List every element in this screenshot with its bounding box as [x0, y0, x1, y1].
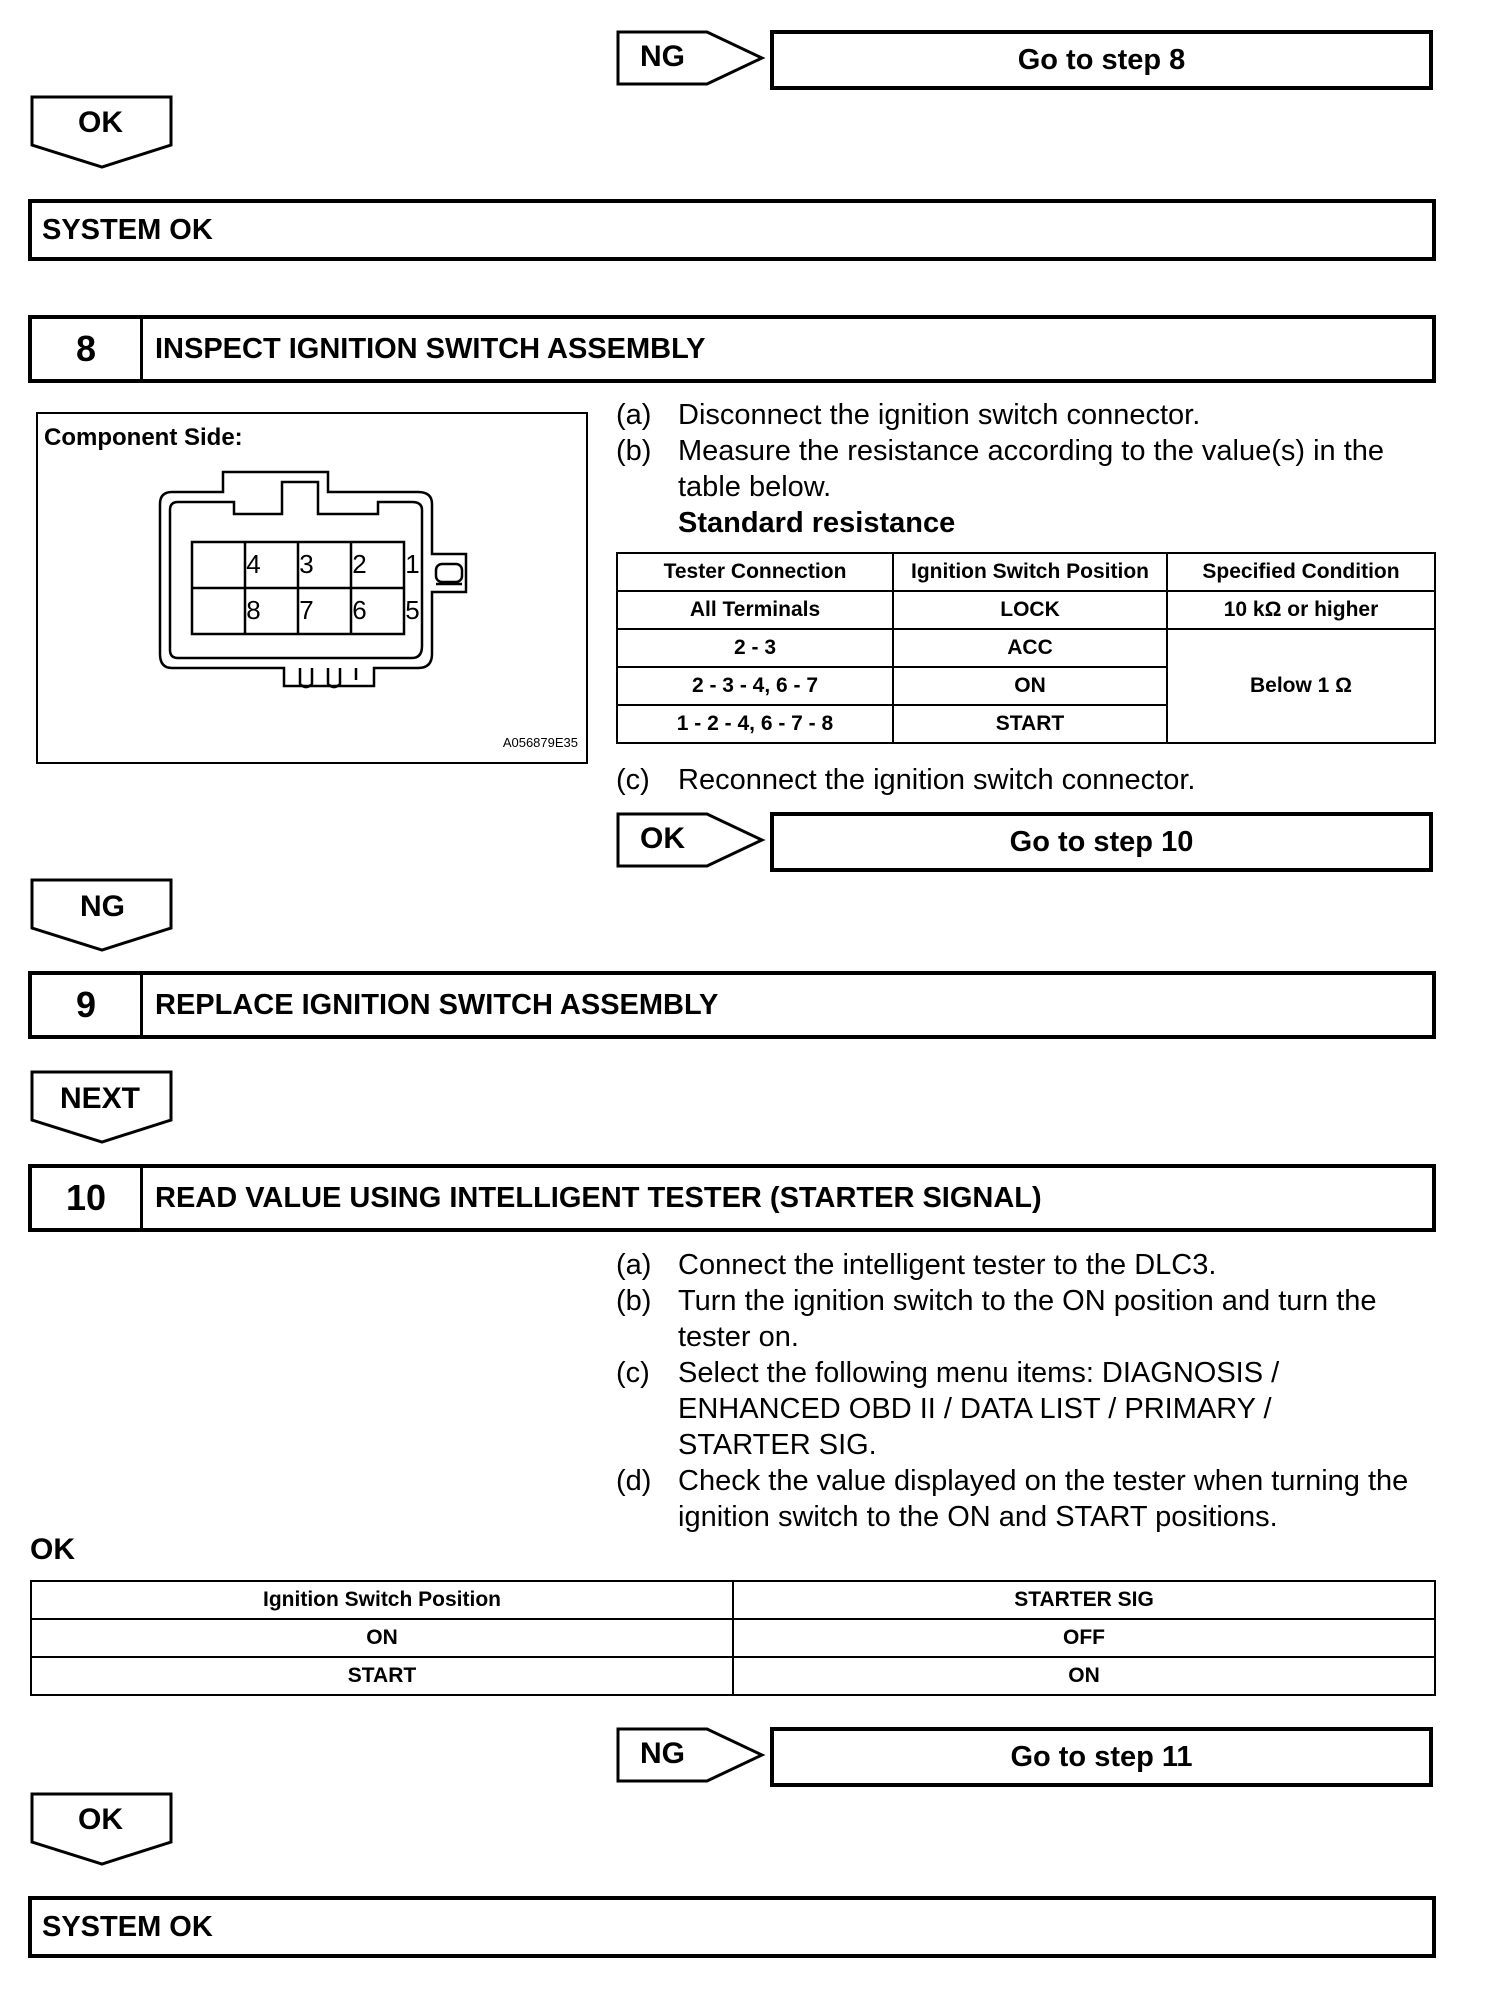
step-10-number: 10 — [32, 1168, 143, 1228]
connector-drawing-icon — [38, 414, 586, 762]
ng-label: NG — [640, 1737, 685, 1770]
table-row: All Terminals LOCK 10 kΩ or higher — [617, 591, 1435, 629]
ok-label: OK — [78, 1803, 123, 1836]
pin-1: 1 — [405, 549, 420, 579]
step-9-header — [28, 971, 1436, 1039]
table-row: 1 - 2 - 4, 6 - 7 - 8 START — [617, 705, 1435, 743]
goto-step-11-link[interactable]: Go to step 11 — [770, 1727, 1433, 1787]
figure-code: A056879E35 — [502, 735, 578, 750]
step-10a: (a) Connect the intelligent tester to the DLC3. — [616, 1249, 1217, 1281]
table-row: START ON — [31, 1657, 1435, 1695]
pin-2: 2 — [352, 549, 367, 579]
table-row: ON OFF — [31, 1619, 1435, 1657]
ng-label: NG — [640, 40, 685, 73]
step-10-header — [28, 1164, 1436, 1232]
figure-caption: Component Side: — [44, 424, 243, 451]
step-8a: (a) Disconnect the ignition switch connector. — [616, 399, 1201, 431]
pin-3: 3 — [299, 549, 314, 579]
ng-right-arrow-icon — [616, 1727, 766, 1787]
step-8-header — [28, 315, 1436, 383]
goto-step-10-link[interactable]: Go to step 10 — [770, 812, 1433, 872]
starter-signal-table — [30, 1580, 1436, 1696]
step-10-title: READ VALUE USING INTELLIGENT TESTER (STARTER SIGNAL) — [155, 1181, 1042, 1214]
table-header: Tester Connection — [617, 553, 893, 591]
pin-8: 8 — [246, 595, 261, 625]
table-row: 2 - 3 - 4, 6 - 7 ON — [617, 667, 1435, 705]
pin-5: 5 — [405, 595, 420, 625]
merged-condition-cell: Below 1 Ω — [1167, 629, 1435, 743]
table-header: STARTER SIG — [733, 1581, 1435, 1619]
table-header: Specified Condition — [1167, 553, 1435, 591]
table-header: Ignition Switch Position — [31, 1581, 733, 1619]
step-8-title: INSPECT IGNITION SWITCH ASSEMBLY — [155, 332, 706, 365]
step-9-title: REPLACE IGNITION SWITCH ASSEMBLY — [155, 988, 719, 1021]
step-10c: (c) Select the following menu items: DIAGNOSIS / ENHANCED OBD II / DATA LIST / PRIMARY / STARTER SIG. — [616, 1357, 1280, 1461]
ok-heading: OK — [30, 1533, 75, 1566]
system-ok-bar: SYSTEM OK — [28, 1896, 1436, 1958]
pin-7: 7 — [299, 595, 314, 625]
step-8c: (c) Reconnect the ignition switch connector. — [616, 764, 1196, 796]
step-9-number: 9 — [32, 975, 143, 1035]
step-8-number: 8 — [32, 319, 143, 379]
pin-6: 6 — [352, 595, 367, 625]
ok-right-arrow-icon — [616, 812, 766, 872]
connector-figure — [36, 412, 588, 764]
ng-label: NG — [80, 890, 125, 923]
step-8b: (b) Measure the resistance according to the value(s) in the table below. — [616, 435, 1385, 503]
ok-label: OK — [78, 106, 123, 139]
next-label: NEXT — [60, 1082, 141, 1115]
step-10d: (d) Check the value displayed on the tester when turning the ignition switch to the ON and START positions. — [616, 1465, 1409, 1533]
system-ok-bar: SYSTEM OK — [28, 199, 1436, 261]
ok-label: OK — [640, 822, 685, 855]
ng-right-arrow-icon — [616, 30, 766, 90]
goto-step-8-link[interactable]: Go to step 8 — [770, 30, 1433, 90]
table-row: 2 - 3 ACC Below 1 Ω — [617, 629, 1435, 667]
standard-resistance-label: Standard resistance — [678, 507, 956, 539]
table-header: Ignition Switch Position — [893, 553, 1167, 591]
resistance-table — [616, 552, 1436, 744]
pin-4: 4 — [246, 549, 261, 579]
step-10b: (b) Turn the ignition switch to the ON position and turn the tester on. — [616, 1285, 1377, 1353]
